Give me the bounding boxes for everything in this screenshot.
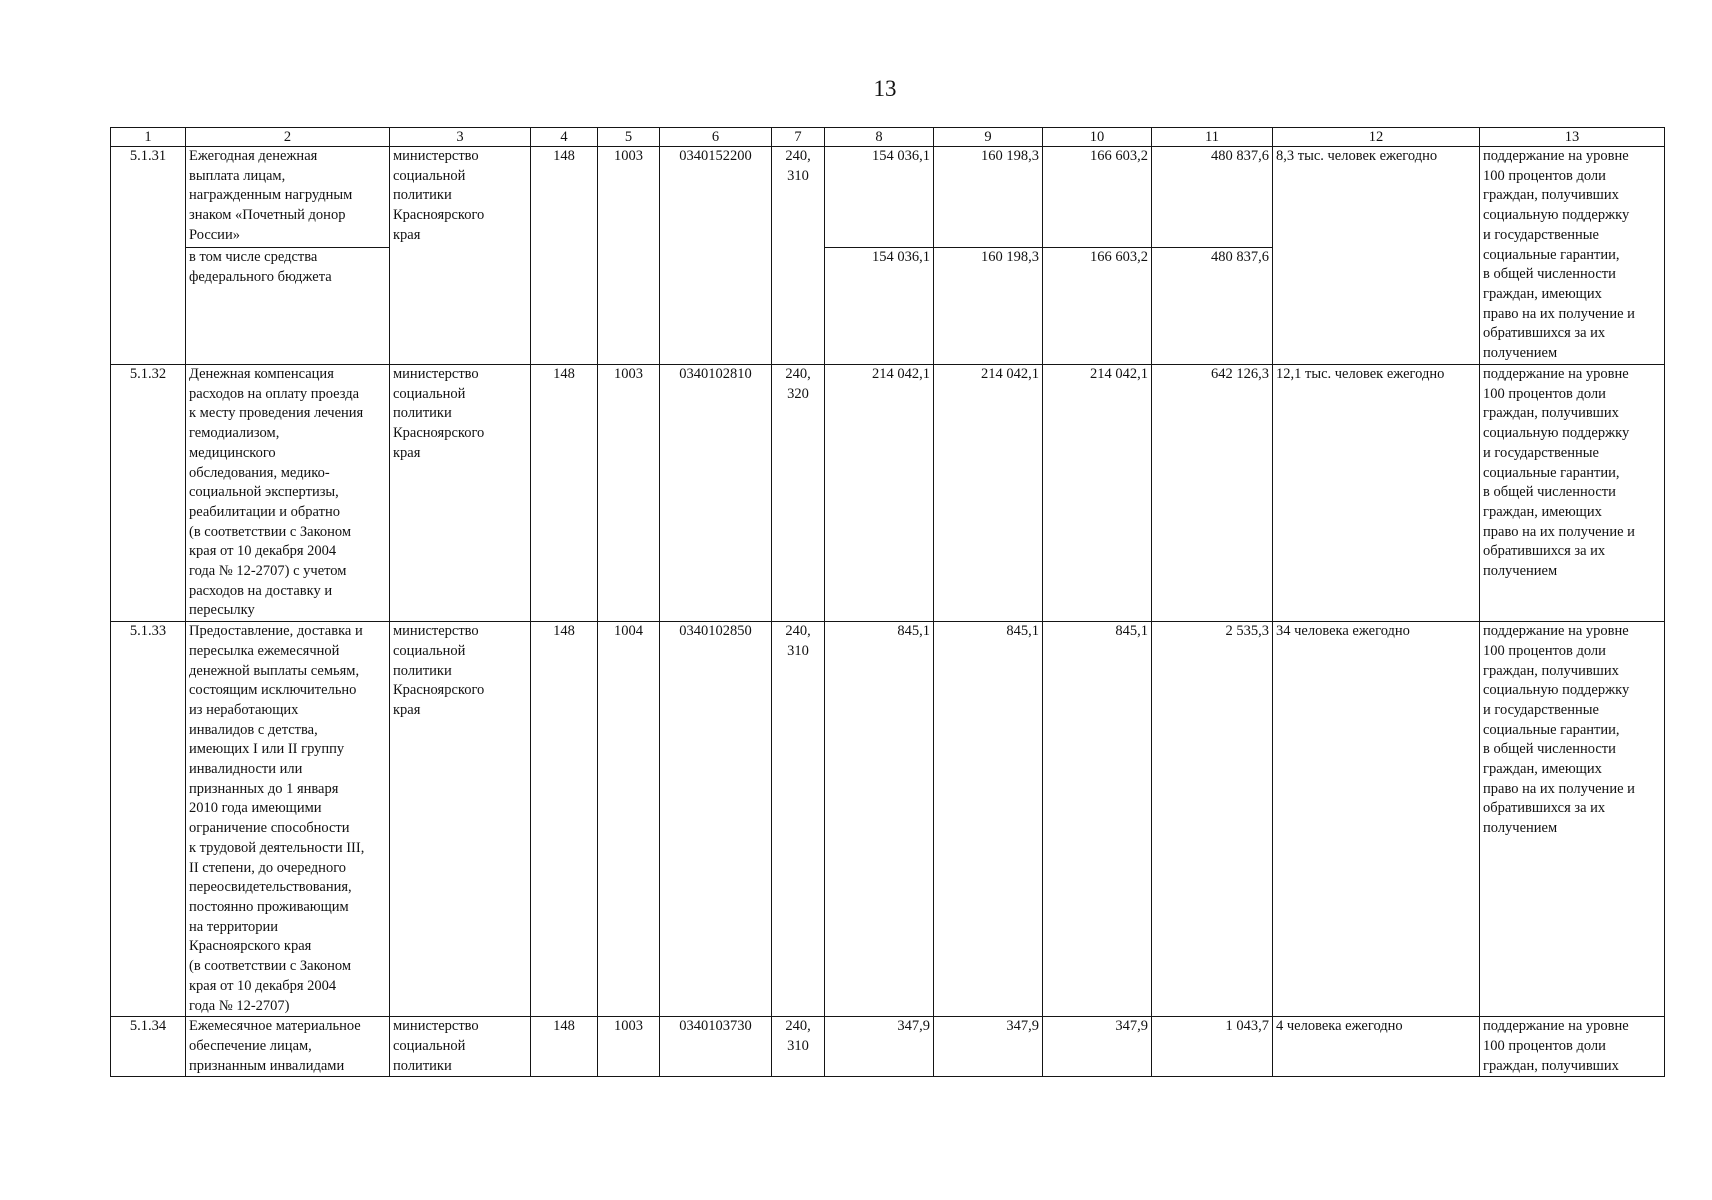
expected-result: 8,3 тыс. человек ежегодно (1273, 147, 1480, 365)
year-2-amount: 347,9 (934, 1017, 1043, 1077)
column-number: 1 (111, 128, 186, 147)
period-total: 480 837,6 (1152, 248, 1273, 365)
program-activities-table (110, 127, 1665, 1077)
activity-subname: в том числе средства федерального бюджета (186, 248, 390, 365)
page-number: 13 (873, 76, 897, 101)
csr-code: 0340103730 (660, 1017, 772, 1077)
activity-name: Ежегодная денежная выплата лицам, награжденным нагрудным знаком «Почетный донор России» (186, 147, 390, 248)
table-row (111, 365, 1665, 622)
grbs-code: 148 (531, 622, 598, 1017)
year-1-amount: 154 036,1 (825, 248, 934, 365)
column-number-row (111, 128, 1665, 147)
column-number: 3 (390, 128, 531, 147)
row-number: 5.1.34 (111, 1017, 186, 1077)
activity-name: Денежная компенсация расходов на оплату проезда к месту проведения лечения гемодиализом, медицинского обследования, медико- социальной экспертизы, реабилитации и обратно (в соответствии с Законом края от 10 декабря 2004 года № 12-2707) с учетом расходов на доставку и пересылку (186, 365, 390, 622)
activity-name: Ежемесячное материальное обеспечение лицам, признанным инвалидами (186, 1017, 390, 1077)
row-number: 5.1.33 (111, 622, 186, 1017)
responsible-ministry: министерство социальной политики Красноярского края (390, 147, 531, 248)
year-1-amount: 214 042,1 (825, 365, 934, 622)
column-number: 11 (1152, 128, 1273, 147)
column-number: 12 (1273, 128, 1480, 147)
expected-result: 4 человека ежегодно (1273, 1017, 1480, 1077)
csr-code: 0340102850 (660, 622, 772, 1017)
period-total: 2 535,3 (1152, 622, 1273, 1017)
year-2-amount: 160 198,3 (934, 147, 1043, 248)
year-1-amount: 347,9 (825, 1017, 934, 1077)
table-row (111, 622, 1665, 1017)
responsible-ministry: министерство социальной политики Красноярского края (390, 622, 531, 1017)
target-indicator: поддержание на уровне 100 процентов доли граждан, получивших (1480, 1017, 1665, 1077)
grbs-code: 148 (531, 147, 598, 365)
rzpr-code: 1003 (598, 365, 660, 622)
year-2-amount: 160 198,3 (934, 248, 1043, 365)
rzpr-code: 1004 (598, 622, 660, 1017)
target-indicator: поддержание на уровне 100 процентов доли граждан, получивших социальную поддержку и государственные социальные гарантии, в общей численности граждан, имеющих право на их получение и обратившихся за их получением (1480, 622, 1665, 1017)
year-3-amount: 845,1 (1043, 622, 1152, 1017)
column-number: 2 (186, 128, 390, 147)
period-total: 642 126,3 (1152, 365, 1273, 622)
year-3-amount: 166 603,2 (1043, 147, 1152, 248)
row-number: 5.1.31 (111, 147, 186, 365)
rzpr-code: 1003 (598, 1017, 660, 1077)
grbs-code: 148 (531, 365, 598, 622)
year-2-amount: 845,1 (934, 622, 1043, 1017)
responsible-ministry: министерство социальной политики (390, 1017, 531, 1077)
year-1-amount: 154 036,1 (825, 147, 934, 248)
year-3-amount: 166 603,2 (1043, 248, 1152, 365)
column-number: 4 (531, 128, 598, 147)
row-number: 5.1.32 (111, 365, 186, 622)
column-number: 9 (934, 128, 1043, 147)
period-total: 480 837,6 (1152, 147, 1273, 248)
csr-code: 0340152200 (660, 147, 772, 365)
year-2-amount: 214 042,1 (934, 365, 1043, 622)
year-1-amount: 845,1 (825, 622, 934, 1017)
target-indicator: поддержание на уровне 100 процентов доли граждан, получивших социальную поддержку и государственные социальные гарантии, в общей численности граждан, имеющих право на их получение и обратившихся за их получением (1480, 365, 1665, 622)
rzpr-code: 1003 (598, 147, 660, 365)
responsible-ministry: министерство социальной политики Красноярского края (390, 365, 531, 622)
expected-result: 34 человека ежегодно (1273, 622, 1480, 1017)
vr-code: 240, 310 (772, 1017, 825, 1077)
target-indicator: поддержание на уровне 100 процентов доли граждан, получивших социальную поддержку и государственные социальные гарантии, в общей численности граждан, имеющих право на их получение и обратившихся за их получением (1480, 147, 1665, 365)
ministry-continuation (390, 248, 531, 365)
grbs-code: 148 (531, 1017, 598, 1077)
column-number: 8 (825, 128, 934, 147)
vr-code: 240, 310 (772, 147, 825, 365)
column-number: 13 (1480, 128, 1665, 147)
table-row (111, 147, 1665, 248)
period-total: 1 043,7 (1152, 1017, 1273, 1077)
expected-result: 12,1 тыс. человек ежегодно (1273, 365, 1480, 622)
column-number: 10 (1043, 128, 1152, 147)
vr-code: 240, 310 (772, 622, 825, 1017)
csr-code: 0340102810 (660, 365, 772, 622)
activity-name: Предоставление, доставка и пересылка ежемесячной денежной выплаты семьям, состоящим исключительно из неработающих инвалидов с детства, имеющих I или II группу инвалидности или признанных до 1 января 2010 года имеющими ограничение способности к трудовой деятельности III, II степени, до очередного переосвидетельствования, постоянно проживающим на территории Красноярского края (в соответствии с Законом края от 10 декабря 2004 года № 12-2707) (186, 622, 390, 1017)
year-3-amount: 347,9 (1043, 1017, 1152, 1077)
column-number: 5 (598, 128, 660, 147)
column-number: 6 (660, 128, 772, 147)
year-3-amount: 214 042,1 (1043, 365, 1152, 622)
vr-code: 240, 320 (772, 365, 825, 622)
column-number: 7 (772, 128, 825, 147)
table-row (111, 1017, 1665, 1077)
